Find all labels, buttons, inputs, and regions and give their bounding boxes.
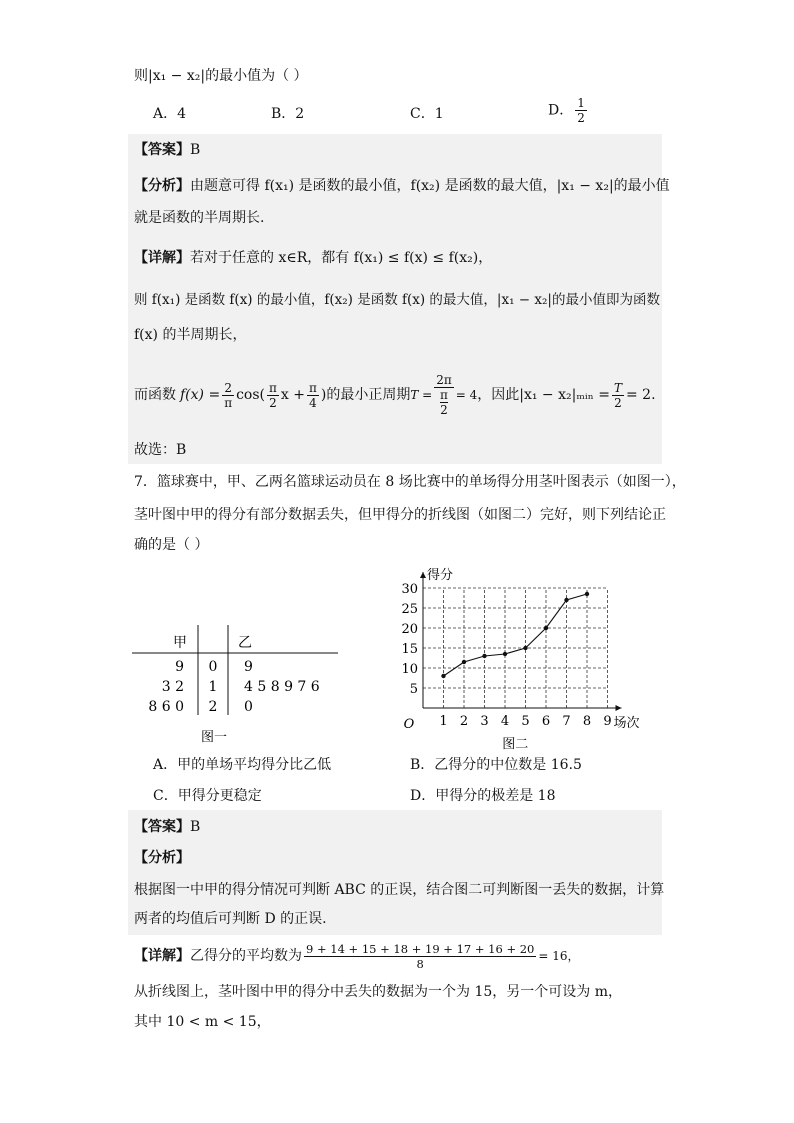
score-data-point [585,592,589,596]
q7-detail-line-1 [134,938,580,974]
y-tick-label: 25 [401,602,418,617]
x-tick-label: 8 [582,714,592,729]
stem-leaf-row-2-left: 8 6 0 [148,699,184,715]
q6-detail-4-a: 而函数 [134,387,176,403]
score-data-point [503,652,507,656]
q7-option-d[interactable]: D．甲得分的极差是 18 [410,788,556,804]
q6-phase-num: π [308,380,317,395]
q7-option-c[interactable]: C．甲得分更稳定 [153,788,262,804]
q7-mean-den: 8 [416,956,424,971]
q6-coef-num: 2 [224,380,232,395]
score-line-chart [385,558,645,750]
q6-mid: x + [280,387,305,403]
q6-detail-line-3: f(x) 的半周期长， [134,327,247,343]
q6-detail-line-2: 则 f(x₁) 是函数 f(x) 的最小值，f(x₂) 是函数 f(x) 的最大值，|x₁ − x₂|的最小值即为函数 [134,292,660,308]
q6-T-left: T = [410,388,433,402]
x-axis-label: 场次 [613,716,640,731]
stem-leaf-row-1-right: 4 5 8 9 7 6 [244,679,320,695]
q6-detail-line-4 [134,372,656,418]
figure-1-caption: 图一 [200,730,228,745]
x-tick-label: 1 [439,714,448,729]
q7-detail-1-b: = 16， [538,949,580,963]
stem-leaf-row-2-stem: 2 [208,699,218,715]
q6-analysis-label: 【分析】 [134,178,190,194]
q6-eq4: = 4 [455,388,478,402]
q6-detail-4-b: 的最小正周期 [326,387,411,403]
q6-analysis-text-1: 由题意可得 f(x₁) 是函数的最小值，f(x₂) 是函数的最大值，|x₁ − x₂|的最小值 [190,178,670,194]
q6-omega-num: π [269,380,277,395]
q6-option-d[interactable] [548,96,589,125]
q6-answer [134,140,200,160]
stem-leaf-row-0-left: 9 [175,659,184,675]
y-axis-arrow [420,572,426,578]
q6-half-den: 2 [614,395,622,410]
q6-func-left: f(x) = [180,387,221,403]
score-data-point [564,598,568,602]
q7-stem-line-1: 7．篮球赛中，甲、乙两名篮球运动员在 8 场比赛中的单场得分用茎叶图表示（如图一）， [134,474,686,490]
q6-half-num: T [613,380,622,395]
score-data-point [482,654,486,658]
y-tick-label: 30 [401,582,418,597]
q7-option-b[interactable]: B．乙得分的中位数是 16.5 [410,757,582,773]
q6-stem-tail: 则|x₁ − x₂|的最小值为（ ） [134,68,308,84]
q7-detail-1-a: 乙得分的平均数为 [190,948,302,964]
q6-analysis-line-2: 就是函数的半周期长. [134,210,265,226]
q7-stem-line-3: 确的是（ ） [134,537,209,553]
q6-option-c[interactable]: C．1 [410,106,444,122]
q6-option-a[interactable]: A．4 [153,106,187,122]
q6-cos: cos( [236,387,265,403]
x-tick-label: 2 [459,714,469,729]
q6-T-den-num: π [440,388,448,402]
q6-close: ) [320,387,327,403]
q6-option-d-num: 1 [577,96,585,110]
y-tick-label: 5 [409,682,418,697]
x-tick-label: 6 [541,714,551,729]
score-data-point [462,660,466,664]
q6-detail-text-1: 若对于任意的 x∈R，都有 f(x₁) ≤ f(x) ≤ f(x₂)， [190,250,493,266]
score-data-point [544,626,548,630]
q6-end: = 2. [626,387,656,403]
q7-answer-value: B [190,819,201,835]
stem-leaf-row-1-left: 3 2 [161,679,184,695]
q6-omega-den: 2 [269,395,277,410]
stem-leaf-row-0-right: 9 [244,659,253,675]
q6-phase-den: 4 [309,395,317,410]
q6-detail-line-1 [134,248,492,268]
stem-leaf-row-2-right: 0 [244,699,253,715]
q7-option-a[interactable]: A．甲的单场平均得分比乙低 [153,757,332,773]
stem-leaf-row-0-stem: 0 [208,659,218,675]
q6-T-num: 2π [436,373,452,387]
x-tick-label: 4 [500,714,510,729]
q6-detail-label: 【详解】 [134,250,190,266]
score-data-point [441,674,445,678]
figure-2-caption: 图二 [502,737,529,750]
y-tick-label: 20 [401,622,418,637]
q7-detail-line-3: 其中 10 < m < 15， [134,1014,271,1030]
q7-answer [134,817,200,837]
stem-leaf-plot [128,625,343,747]
q7-analysis-label-line [134,848,190,868]
q7-stem-line-2: 茎叶图中甲的得分有部分数据丢失，但甲得分的折线图（如图二）完好，则下列结论正 [134,507,666,523]
x-axis-arrow [616,705,622,711]
x-tick-label: 9 [603,714,612,729]
score-data-point [523,646,527,650]
y-tick-label: 15 [401,642,418,657]
y-tick-label: 10 [401,662,418,677]
q6-answer-value: B [190,142,201,158]
x-tick-label: 5 [521,714,530,729]
q6-option-d-den: 2 [577,111,585,125]
q6-option-b[interactable]: B．2 [271,106,305,122]
q6-T-den-den: 2 [440,403,448,417]
stem-leaf-row-1-stem: 1 [208,679,218,695]
q6-option-d-prefix: D． [548,102,574,119]
q6-analysis-line-1 [134,176,670,196]
stem-leaf-header-right: 乙 [238,635,252,651]
stem-leaf-header-left: 甲 [173,635,187,651]
y-axis-label: 得分 [427,568,454,583]
origin-label: O [403,717,415,732]
q7-analysis-label: 【分析】 [134,850,190,866]
q7-analysis-line-1: 根据图一中甲的得分情况可判断 ABC 的正误，结合图二可判断图一丢失的数据，计算 [134,882,665,898]
q6-coef-den: π [224,395,233,410]
q7-answer-label: 【答案】 [134,819,190,835]
x-tick-label: 3 [480,714,489,729]
q6-choose: 故选：B [134,442,187,458]
q7-detail-line-2: 从折线图上，茎叶图中甲的得分中丢失的数据为一个为 15，另一个可设为 m， [134,984,622,1000]
q7-mean-num: 9 + 14 + 15 + 18 + 19 + 17 + 16 + 20 [306,941,535,956]
x-tick-label: 7 [562,714,571,729]
q7-analysis-line-2: 两者的均值后可判断 D 的正误. [134,911,327,927]
q6-answer-label: 【答案】 [134,142,190,158]
q7-detail-label: 【详解】 [134,948,190,964]
q6-detail-4-c: ，因此|x₁ − x₂|ₘᵢₙ = [477,387,610,403]
